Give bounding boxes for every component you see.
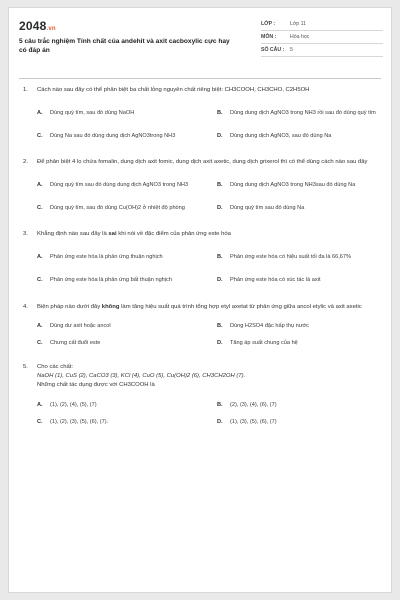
option-text: Phản ứng este hóa là phản ứng thuận nghịch	[50, 254, 163, 261]
option-text: Dùng Na sau đó dùng dung dịch AgNO3trong NH3	[50, 132, 176, 139]
option-text: (2), (3), (4), (6), (7)	[230, 402, 277, 409]
option-text: (1), (2), (4), (5), (7)	[50, 402, 97, 409]
option-key: A.	[37, 109, 43, 116]
option-b[interactable]	[217, 249, 393, 267]
question-text: Cho các chất: NaOH (1), CuS (2), CaCO3 (3), KCl (4), CuO (5), Cu(OH)2 (6), CH3CH2OH (7). Những chất tác dụng được với CH3COOH là	[37, 363, 379, 391]
option-key: B.	[217, 109, 223, 116]
option-key: C.	[37, 419, 43, 426]
option-key: B.	[217, 254, 223, 261]
question-1	[23, 86, 379, 145]
meta-table	[261, 18, 383, 57]
option-text: Dùng dung dịch AgNO3 trong NH3 rồi sau đó dùng quỳ tím	[230, 109, 376, 116]
option-a[interactable]	[37, 399, 213, 411]
question-text: Khẳng định nào sau đây là sai khi nói về đặc điểm của phản ứng este hóa	[37, 231, 231, 238]
emphasis-word: sai	[108, 231, 117, 238]
option-text: Chưng cất đuổi este	[50, 340, 101, 347]
question-text: Cách nào sau đây có thể phân biệt ba chất lỏng nguyên chất riêng biệt: CH3COOH, CH3CHO, C2H5OH	[37, 87, 310, 93]
option-b[interactable]	[217, 399, 393, 411]
meta-value: Lớp 11	[290, 21, 306, 27]
option-text: Dùng dư axit hoặc ancol	[50, 323, 111, 330]
option-d[interactable]	[217, 338, 393, 350]
question-number: 4.	[23, 303, 28, 310]
option-b[interactable]	[217, 104, 393, 122]
option-a[interactable]	[37, 176, 213, 194]
option-text: Tăng áp suất chung của hệ	[230, 340, 298, 347]
option-c[interactable]	[37, 416, 213, 428]
option-a[interactable]	[37, 104, 213, 122]
option-key: D.	[217, 340, 223, 347]
option-b[interactable]	[217, 176, 393, 194]
option-text: Dùng dung dịch AgNO3, sau đó dùng Na	[230, 132, 332, 139]
option-d[interactable]	[217, 199, 393, 217]
meta-row-class	[261, 18, 383, 31]
logo-text: 2048	[19, 19, 47, 33]
site-logo[interactable]	[19, 19, 56, 33]
question-5	[23, 363, 379, 429]
option-key: D.	[217, 277, 223, 284]
question-text: Để phân biệt 4 lọ chứa fomalin, dung dịch axit fomic, dung dịch axit axetic, dung dịch grixerol thì có thể dùng cách nào sau đây	[37, 159, 368, 166]
question-number: 1.	[23, 87, 28, 93]
question-2	[23, 158, 379, 217]
option-text: Dùng quỳ tím, sau đó dùng Cu(OH)2 ở nhiệt độ phòng	[50, 205, 185, 211]
option-key: A.	[37, 402, 43, 409]
option-c[interactable]	[37, 338, 213, 350]
option-text: Dùng H2SO4 đặc hấp thụ nước	[230, 323, 309, 330]
option-key: D.	[217, 132, 223, 139]
header-divider	[19, 78, 381, 79]
option-c[interactable]	[37, 199, 213, 217]
question-number: 3.	[23, 231, 28, 238]
question-text: Biện pháp nào dưới đây không làm tăng hiệu suất quá trình tổng hợp etyl axetat từ phản ứng giữa ancol etylic và axit axetic	[37, 303, 362, 310]
meta-row-subject	[261, 31, 383, 44]
option-key: B.	[217, 323, 223, 330]
document-title: 5 câu trắc nghiệm Tính chất của andehit và axit cacboxylic cực hay có đáp án	[19, 38, 230, 54]
option-key: C.	[37, 277, 43, 284]
option-d[interactable]	[217, 272, 393, 290]
option-text: Phản ứng este hóa có hiệu suất tối đa là 66,67%	[230, 254, 351, 261]
option-text: Phản ứng este hóa là phản ứng bất thuận nghịch	[50, 277, 172, 284]
question-number: 5.	[23, 363, 28, 370]
option-text: Dùng quỳ tím sau đó dùng dung dịch AgNO3 trong NH3	[50, 182, 189, 188]
question-3	[23, 230, 379, 289]
option-key: C.	[37, 132, 43, 139]
meta-key: MÔN :	[261, 34, 277, 40]
option-key: D.	[217, 205, 223, 211]
substance-list: NaOH (1), CuS (2), CaCO3 (3), KCl (4), CuO (5), Cu(OH)2 (6), CH3CH2OH (7).	[37, 373, 246, 380]
option-text: Phản ứng este hóa có xúc tác là axit	[230, 277, 321, 284]
logo-suffix: .vn	[46, 26, 56, 32]
meta-row-count	[261, 44, 383, 57]
option-b[interactable]	[217, 321, 393, 333]
meta-key: SỐ CÂU :	[261, 47, 285, 53]
option-key: C.	[37, 205, 43, 211]
question-list	[23, 86, 379, 441]
option-key: A.	[37, 323, 43, 330]
question-number: 2.	[23, 159, 28, 166]
option-key: D.	[217, 419, 223, 426]
option-text: (1), (2), (3), (5), (6), (7).	[50, 419, 109, 426]
option-text: (1), (3), (5), (6), (7)	[230, 419, 277, 426]
option-key: C.	[37, 340, 43, 347]
meta-key: LỚP :	[261, 21, 276, 27]
meta-value: 5	[290, 47, 293, 53]
option-key: A.	[37, 182, 43, 188]
option-a[interactable]	[37, 321, 213, 333]
document-page	[8, 7, 392, 593]
option-c[interactable]	[37, 272, 213, 290]
option-text: Dùng quỳ tím, sau đó dùng NaOH	[50, 109, 135, 116]
option-d[interactable]	[217, 416, 393, 428]
option-a[interactable]	[37, 249, 213, 267]
option-c[interactable]	[37, 127, 213, 145]
option-key: B.	[217, 402, 223, 409]
document-header	[19, 16, 383, 74]
option-key: A.	[37, 254, 43, 261]
option-d[interactable]	[217, 127, 393, 145]
question-4	[23, 303, 379, 350]
meta-value: Hóa học	[290, 34, 310, 40]
emphasis-word: không	[101, 303, 120, 310]
option-text: Dùng quỳ tím sau đó dùng Na	[230, 205, 305, 211]
option-key: B.	[217, 182, 223, 188]
option-text: Dùng dung dịch AgNO3 trong NH3sau đó dùng Na	[230, 182, 356, 188]
